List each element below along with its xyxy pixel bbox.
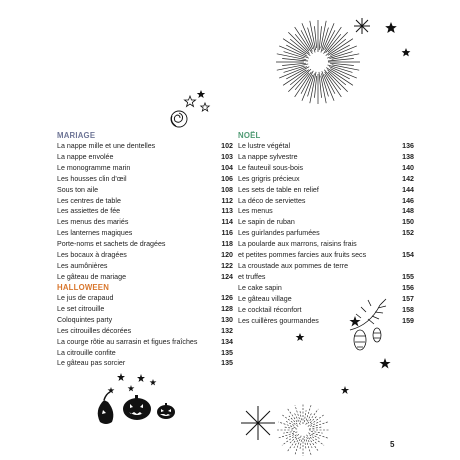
toc-entry-page: 136 [402, 142, 414, 150]
toc-entry-title: Les cuillères gourmandes [238, 316, 319, 325]
toc-entry-page: 155 [402, 272, 414, 281]
toc-entry-page: 140 [402, 163, 414, 172]
toc-entry [57, 206, 233, 217]
toc-entry-title: Les menus [238, 207, 273, 216]
toc-entry [57, 315, 233, 326]
toc-entry-title: Le gâteau pas sorcier [57, 359, 126, 368]
toc-entry-page: 104 [221, 163, 233, 172]
toc-entry [57, 174, 233, 185]
section-title-mariage: MARIAGE [57, 131, 96, 140]
toc-entry-page: 108 [221, 185, 233, 194]
toc-entry-title: Sous ton aile [57, 185, 99, 194]
toc-entry-page: 116 [221, 229, 233, 238]
section-mariage [57, 130, 233, 283]
toc-entry [238, 174, 414, 185]
toc-entry [57, 239, 233, 250]
toc-entry-page: 106 [221, 174, 233, 183]
section-title-noel: NOËL [238, 131, 261, 140]
toc-entry-page: 148 [402, 207, 414, 216]
entries-noel [238, 141, 414, 326]
toc-entry [238, 294, 414, 305]
toc-entry-page: 126 [221, 294, 233, 302]
toc-entry [57, 304, 233, 315]
toc-entry-page: 113 [221, 207, 233, 216]
toc-entry-page: 128 [221, 304, 233, 313]
toc-entry-title: La courge rôtie au sarrasin et figues fraîches [57, 337, 198, 346]
toc-entry-title: La nappe sylvestre [238, 152, 298, 161]
toc-entry-title: Les lanternes magiques [57, 229, 133, 238]
toc-entry [57, 141, 233, 152]
toc-entry [238, 196, 414, 207]
toc-entry-page: 150 [402, 218, 414, 227]
toc-entry-page: 156 [402, 283, 414, 292]
toc-entry-page: 120 [221, 251, 233, 260]
entries-halloween [57, 293, 233, 369]
toc-entry [57, 348, 233, 359]
toc-entry-title: Les citrouilles décorées [57, 326, 132, 335]
star-icon [108, 373, 157, 393]
toc-entry [57, 196, 233, 207]
toc-entry-title: Le gâteau de mariage [57, 272, 127, 281]
toc-entry-title: La nappe mille et une dentelles [57, 142, 156, 150]
toc-entry-title: Le jus de crapaud [57, 294, 114, 302]
toc-entry-title: Les sets de table en relief [238, 185, 319, 194]
toc-entry [57, 250, 233, 261]
toc-entry-page: 122 [221, 261, 233, 270]
toc-entry [238, 217, 414, 228]
toc-entry-page: 130 [221, 315, 233, 324]
sparkle-icon [354, 18, 370, 34]
toc-entry-title: Le fauteuil sous-bois [238, 163, 304, 172]
toc-entry [57, 337, 233, 348]
section-title-halloween: HALLOWEEN [57, 283, 110, 292]
toc-entry [238, 316, 414, 327]
toc-entry [57, 261, 233, 272]
toc-entry-title: Les menus des mariés [57, 218, 129, 227]
toc-entry [238, 261, 414, 272]
toc-entry-title: Le lustre végétal [238, 142, 291, 150]
toc-entry [57, 217, 233, 228]
section-halloween [57, 282, 233, 369]
toc-entry-title: Les bocaux à dragées [57, 251, 127, 260]
toc-entry [238, 239, 414, 250]
toc-entry-title: Les assiettes de fée [57, 207, 121, 216]
toc-entry [238, 272, 414, 283]
toc-entry-page: 152 [402, 229, 414, 238]
toc-entry [57, 152, 233, 163]
toc-entry-page: 144 [402, 185, 414, 194]
toc-entry-page: 146 [402, 196, 414, 205]
toc-entry [238, 305, 414, 316]
rose-icon [171, 111, 187, 127]
toc-entry-title: La nappe envolée [57, 152, 114, 161]
toc-entry-page: 135 [221, 348, 233, 357]
toc-entry-page: 118 [221, 240, 233, 249]
section-noel [238, 130, 414, 326]
toc-entry [238, 185, 414, 196]
toc-entry [57, 163, 233, 174]
toc-entry [57, 228, 233, 239]
toc-entry-title: La déco de serviettes [238, 196, 306, 205]
toc-entry-title: La poularde aux marrons, raisins frais [238, 240, 357, 249]
toc-entry-page: 103 [221, 152, 233, 161]
toc-entry [57, 293, 233, 304]
toc-entry [57, 358, 233, 369]
toc-entry-page: 158 [402, 305, 414, 314]
toc-entry-page: 114 [221, 218, 233, 227]
toc-entry-page: 112 [221, 196, 233, 205]
toc-entry-page: 135 [221, 359, 233, 368]
toc-entry-title: Le cocktail réconfort [238, 305, 302, 314]
toc-entry-title: et petites pommes farcies aux fruits secs [238, 251, 367, 260]
toc-entry-title: Le gâteau village [238, 294, 292, 303]
toc-entry-page: 154 [402, 251, 414, 260]
star-icon [385, 22, 410, 56]
pumpkin-icon [98, 392, 175, 424]
toc-entry-title: Le set citrouille [57, 304, 105, 313]
toc-entry-page: 142 [402, 174, 414, 183]
toc-entry-page: 134 [221, 337, 233, 346]
toc-entry [238, 206, 414, 217]
toc-entry-page: 157 [402, 294, 414, 303]
entries-mariage [57, 141, 233, 283]
sparkle-icon [241, 406, 275, 440]
toc-entry-page: 159 [402, 316, 414, 325]
toc-entry [57, 185, 233, 196]
toc-entry [238, 250, 414, 261]
toc-entry-title: La citrouille confite [57, 348, 116, 357]
toc-entry-title: Le cake sapin [238, 283, 282, 292]
toc-entry-title: Les guirlandes parfumées [238, 229, 320, 238]
toc-entry [57, 326, 233, 337]
toc-entry [238, 141, 414, 152]
toc-entry [238, 228, 414, 239]
toc-entry [238, 283, 414, 294]
toc-entry-page: 102 [221, 142, 233, 150]
toc-entry-page: 138 [402, 152, 414, 161]
toc-entry-title: Les housses clin d'œil [57, 174, 127, 183]
toc-entry-title: Coloquintes party [57, 315, 113, 324]
outline-star-icon [185, 96, 210, 111]
toc-entry-title: Les grigris précieux [238, 174, 300, 183]
toc-entry-title: Le sapin de ruban [238, 218, 295, 227]
toc-entry-title: La croustade aux pommes de terre [238, 261, 349, 270]
toc-entry-title: et truffes [238, 272, 266, 281]
toc-entry [238, 152, 414, 163]
toc-entry [238, 163, 414, 174]
page-number: 5 [390, 440, 395, 449]
toc-entry-title: Porte-noms et sachets de dragées [57, 240, 166, 249]
toc-entry-page: 132 [221, 326, 233, 335]
toc-entry-title: Les aumônières [57, 261, 108, 270]
toc-entry-page: 124 [221, 272, 233, 281]
toc-entry-title: Les centres de table [57, 196, 121, 205]
toc-entry-title: Le monogramme marin [57, 163, 131, 172]
